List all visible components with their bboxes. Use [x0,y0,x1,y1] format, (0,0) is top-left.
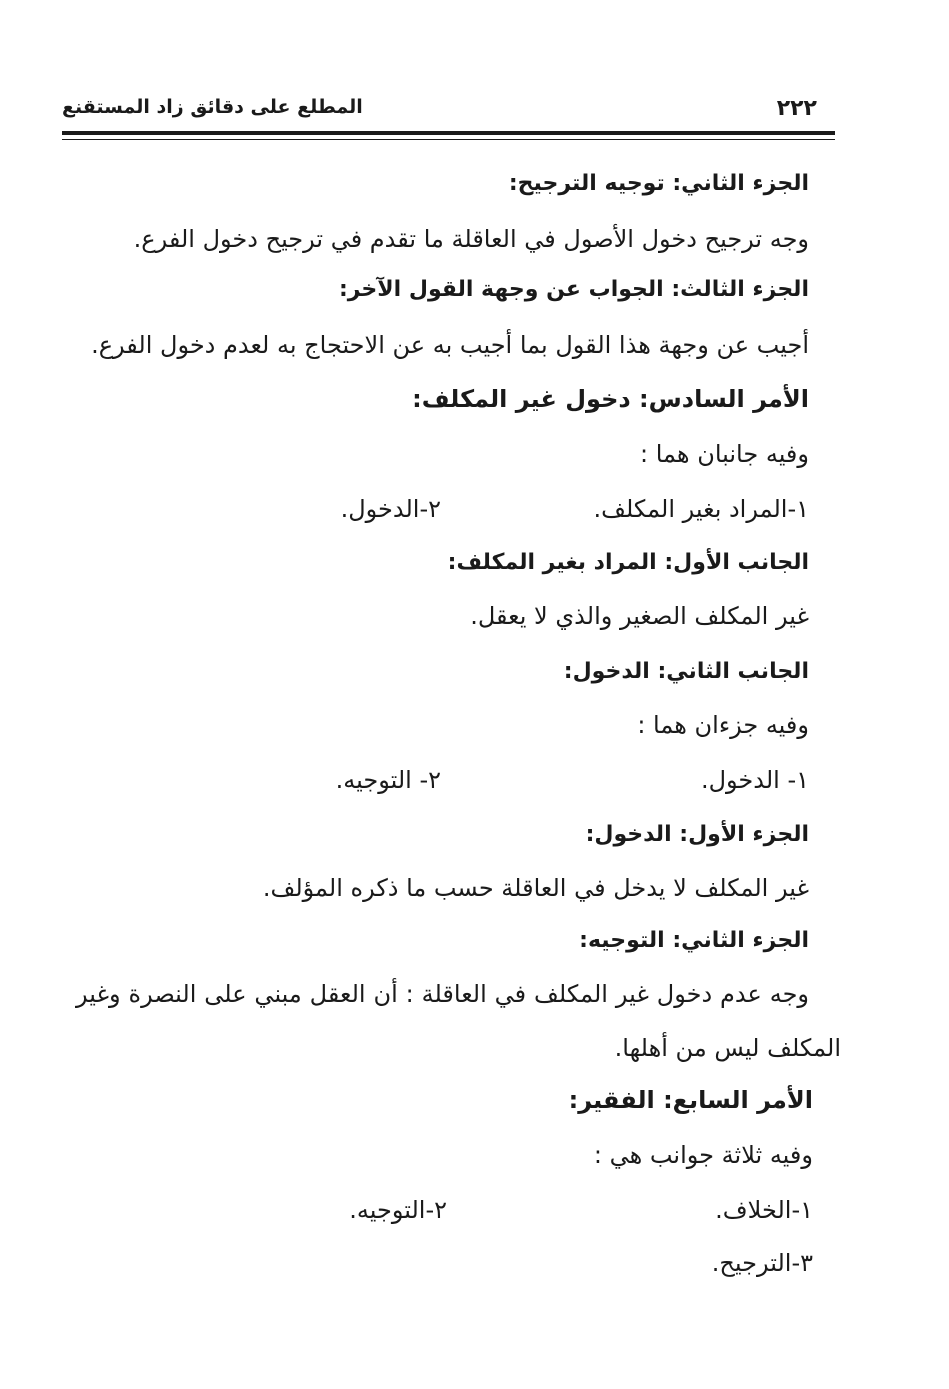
section-heading: الأمر السادس: دخول غير المكلف: [412,385,809,413]
header-rule [62,131,835,135]
list-item: ٢-الدخول. [340,495,441,523]
paragraph-line: وجه عدم دخول غير المكلف في العاقلة : أن العقل مبني على النصرة وغير [76,980,809,1008]
paragraph-line: غير المكلف لا يدخل في العاقلة حسب ما ذكره المؤلف. [262,874,809,902]
section-heading: الجزء الثاني: توجيه الترجيح: [508,171,809,196]
section-heading: الجانب الأول: المراد بغير المكلف: [447,550,809,575]
header-rule-thin [62,139,835,140]
list-item: ١-الخلاف. [715,1196,813,1224]
page-number: ٢٢٢ [776,96,817,121]
paragraph-line: وفيه ثلاثة جوانب هي : [593,1141,813,1169]
paragraph-line: المكلف ليس من أهلها. [614,1034,841,1062]
paragraph-line: وفيه جانبان هما : [640,440,809,468]
section-heading: الجزء الأول: الدخول: [585,822,809,847]
paragraph-line: وجه ترجيح دخول الأصول في العاقلة ما تقدم في ترجيح دخول الفرع. [133,225,809,253]
list-item: ٢- التوجيه. [335,766,441,794]
paragraph-line: غير المكلف الصغير والذي لا يعقل. [470,602,809,630]
section-heading: الأمر السابع: الفقير: [568,1086,813,1114]
list-item: ١- الدخول. [700,766,809,794]
list-item: ١-المراد بغير المكلف. [593,495,809,523]
book-title: المطلع على دقائق زاد المستقنع [62,96,363,118]
paragraph-line: وفيه جزءان هما : [637,711,809,739]
section-heading: الجانب الثاني: الدخول: [563,659,809,684]
section-heading: الجزء الثاني: التوجيه: [579,928,809,953]
list-item: ٢-التوجيه. [349,1196,447,1224]
list-item: ٣-الترجيح. [711,1249,813,1277]
running-header [62,96,817,130]
section-heading: الجزء الثالث: الجواب عن وجهة القول الآخر: [338,277,809,302]
paragraph-line: أجيب عن وجهة هذا القول بما أجيب به عن الاحتجاج به لعدم دخول الفرع. [91,331,809,359]
